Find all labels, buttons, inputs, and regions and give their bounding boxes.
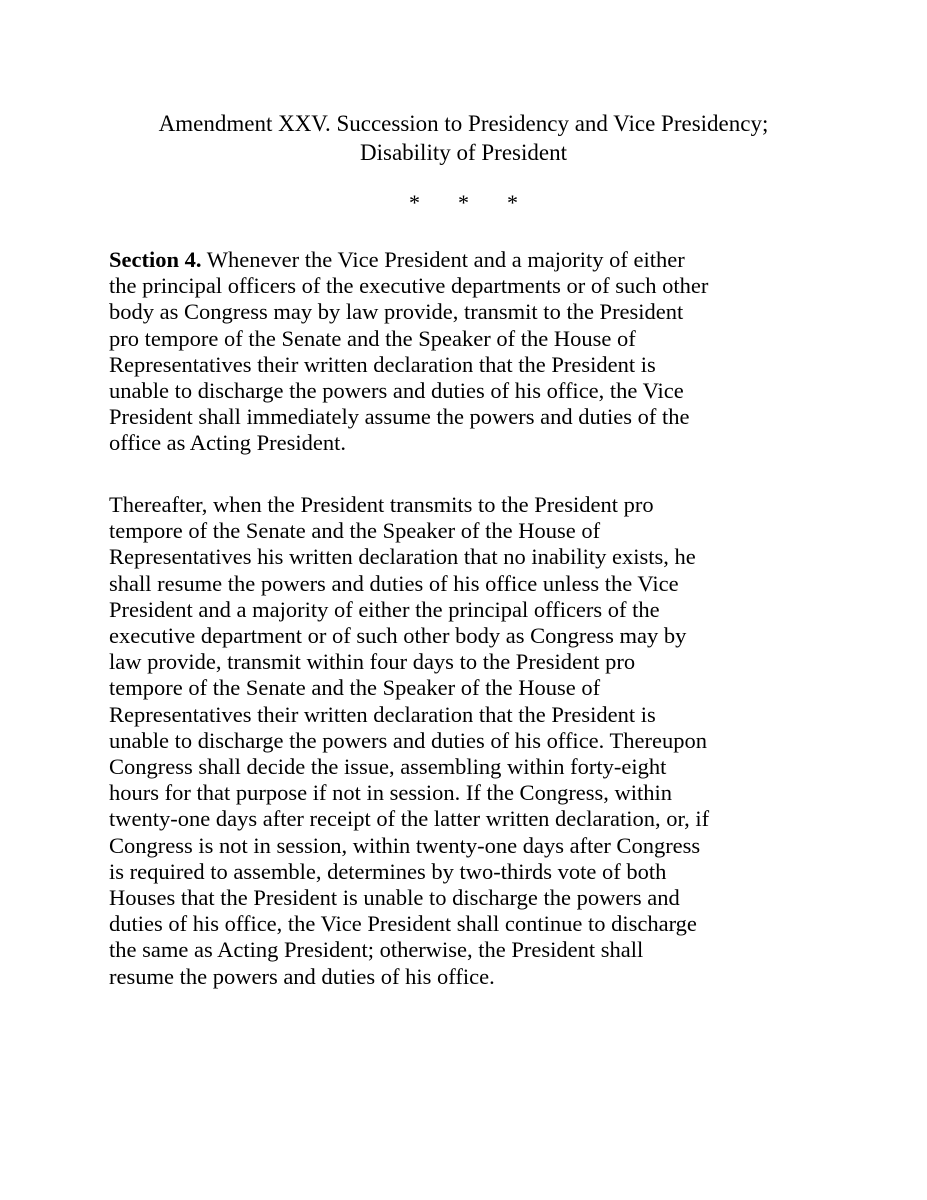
paragraph-line-text: Whenever the Vice President and a majority of either <box>201 247 685 272</box>
paragraph-line: tempore of the Senate and the Speaker of the House of <box>109 518 601 544</box>
section-separator <box>0 190 927 216</box>
paragraph-line: Representatives their written declaration that the President is <box>109 351 656 377</box>
paragraph-line: office as Acting President. <box>109 430 347 456</box>
section-4-paragraph-2 <box>109 492 839 990</box>
paragraph-line: Representatives his written declaration that no inability exists, he <box>109 544 696 570</box>
separator-star: * <box>507 190 518 215</box>
paragraph-line: twenty-one days after receipt of the latter written declaration, or, if <box>109 806 710 832</box>
paragraph-line <box>109 247 839 273</box>
paragraph-line: Congress shall decide the issue, assembling within forty-eight <box>109 754 667 780</box>
section-heading: Section 4. <box>109 247 202 272</box>
paragraph-line: tempore of the Senate and the Speaker of the House of <box>109 675 601 701</box>
paragraph-line: unable to discharge the powers and duties of his office. Thereupon <box>109 727 707 753</box>
paragraph-line: hours for that purpose if not in session. If the Congress, within <box>109 780 673 806</box>
paragraph-line: executive department or of such other body as Congress may by <box>109 623 687 649</box>
paragraph-line: is required to assemble, determines by two-thirds vote of both <box>109 858 667 884</box>
paragraph-line: duties of his office, the Vice President shall continue to discharge <box>109 911 697 937</box>
separator-star: * <box>409 190 420 215</box>
paragraph-line: resume the powers and duties of his office. <box>109 963 495 989</box>
paragraph-line: pro tempore of the Senate and the Speaker of the House of <box>109 325 636 351</box>
paragraph-line: Thereafter, when the President transmits to the President pro <box>109 492 654 517</box>
document-title <box>0 109 927 167</box>
paragraph-line: the same as Acting President; otherwise, the President shall <box>109 937 644 963</box>
paragraph-line: unable to discharge the powers and duties of his office, the Vice <box>109 378 684 404</box>
title-line-2: Disability of President <box>360 140 567 165</box>
paragraph-line: Congress is not in session, within twenty-one days after Congress <box>109 832 701 858</box>
paragraph-line: President shall immediately assume the powers and duties of the <box>109 404 690 430</box>
paragraph-line: Representatives their written declaration that the President is <box>109 701 656 727</box>
paragraph-line: Houses that the President is unable to discharge the powers and <box>109 885 680 911</box>
paragraph-line: the principal officers of the executive departments or of such other <box>109 273 709 299</box>
paragraph-line: body as Congress may by law provide, transmit to the President <box>109 299 684 325</box>
paragraph-line: President and a majority of either the principal officers of the <box>109 596 660 622</box>
paragraph-line: shall resume the powers and duties of his office unless the Vice <box>109 570 679 596</box>
title-line-1: Amendment XXV. Succession to Presidency and Vice Presidency; <box>158 111 769 136</box>
separator-star: * <box>458 190 469 215</box>
paragraph-line: law provide, transmit within four days to the President pro <box>109 649 636 675</box>
section-4-paragraph-1 <box>109 247 839 457</box>
